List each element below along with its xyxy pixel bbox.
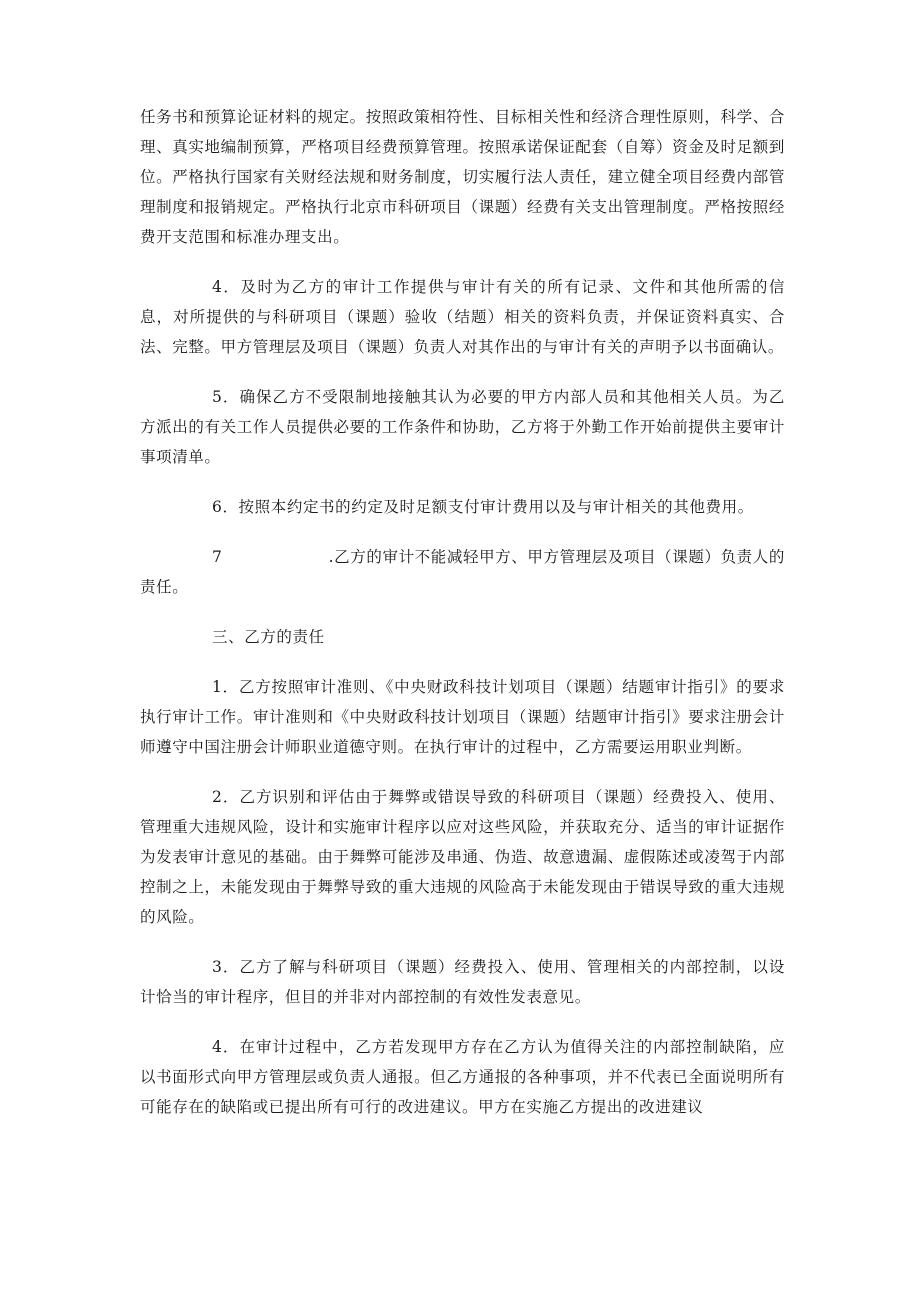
item-7-number: 7 [212,548,223,566]
paragraph-item-6: 6．按照本约定书的约定及时足额支付审计费用以及与审计相关的其他费用。 [212,498,754,516]
paragraph-b-item-4: 4．在审计过程中，乙方若发现甲方存在乙方认为值得关注的内部控制缺陷，应以书面形式向甲方管理层或负责人通报。但乙方通报的各种事项，并不代表已全面说明所有可能存在的缺陷或已提出所有可行的改进建议。甲方在实施乙方提出的改进建议 [140,1038,785,1116]
document-page [140,102,785,1122]
paragraph-b-item-2: 2．乙方识别和评估由于舞弊或错误导致的科研项目（课题）经费投入、使用、管理重大违规风险，设计和实施审计程序以应对这些风险，并获取充分、适当的审计证据作为发表审计意见的基础。由于舞弊可能涉及串通、伪造、故意遗漏、虚假陈述或凌驾于内部控制之上，未能发现由于舞弊导致的重大违规的风险高于未能发现由于错误导致的重大违规的风险。 [140,788,785,926]
section-heading-party-b-responsibility: 三、乙方的责任 [212,628,325,646]
paragraph-item-7-line-2: 责任。 [140,578,189,596]
paragraph-budget-rules: 任务书和预算论证材料的规定。按照政策相符性、目标相关性和经济合理性原则，科学、合理、真实地编制预算，严格项目经费预算管理。按照承诺保证配套（自筹）资金及时足额到位。严格执行国家有关财经法规和财务制度，切实履行法人责任，建立健全项目经费内部管理制度和报销规定。严格执行北京市科研项目（课题）经费有关支出管理制度。严格按照经费开支范围和标准办理支出。 [140,108,785,246]
paragraph-b-item-3: 3．乙方了解与科研项目（课题）经费投入、使用、管理相关的内部控制，以设计恰当的审计程序，但目的并非对内部控制的有效性发表意见。 [140,958,785,1006]
paragraph-item-7-line-1 [140,542,785,572]
paragraph-item-7 [140,542,785,602]
paragraph-item-4: 4．及时为乙方的审计工作提供与审计有关的所有记录、文件和其他所需的信息，对所提供的与科研项目（课题）验收（结题）相关的资料负责，并保证资料真实、合法、完整。甲方管理层及项目（课题）负责人对其作出的与审计有关的声明予以书面确认。 [140,278,785,356]
item-7-text: .乙方的审计不能减轻甲方、甲方管理层及项目（课题）负责人的 [328,548,785,566]
paragraph-b-item-1: 1．乙方按照审计准则、《中央财政科技计划项目（课题）结题审计指引》的要求执行审计工作。审计准则和《中央财政科技计划项目（课题）结题审计指引》要求注册会计师遵守中国注册会计师职业道德守则。在执行审计的过程中，乙方需要运用职业判断。 [140,678,785,756]
paragraph-item-5: 5．确保乙方不受限制地接触其认为必要的甲方内部人员和其他相关人员。为乙方派出的有关工作人员提供必要的工作条件和协助，乙方将于外勤工作开始前提供主要审计事项清单。 [140,388,785,466]
